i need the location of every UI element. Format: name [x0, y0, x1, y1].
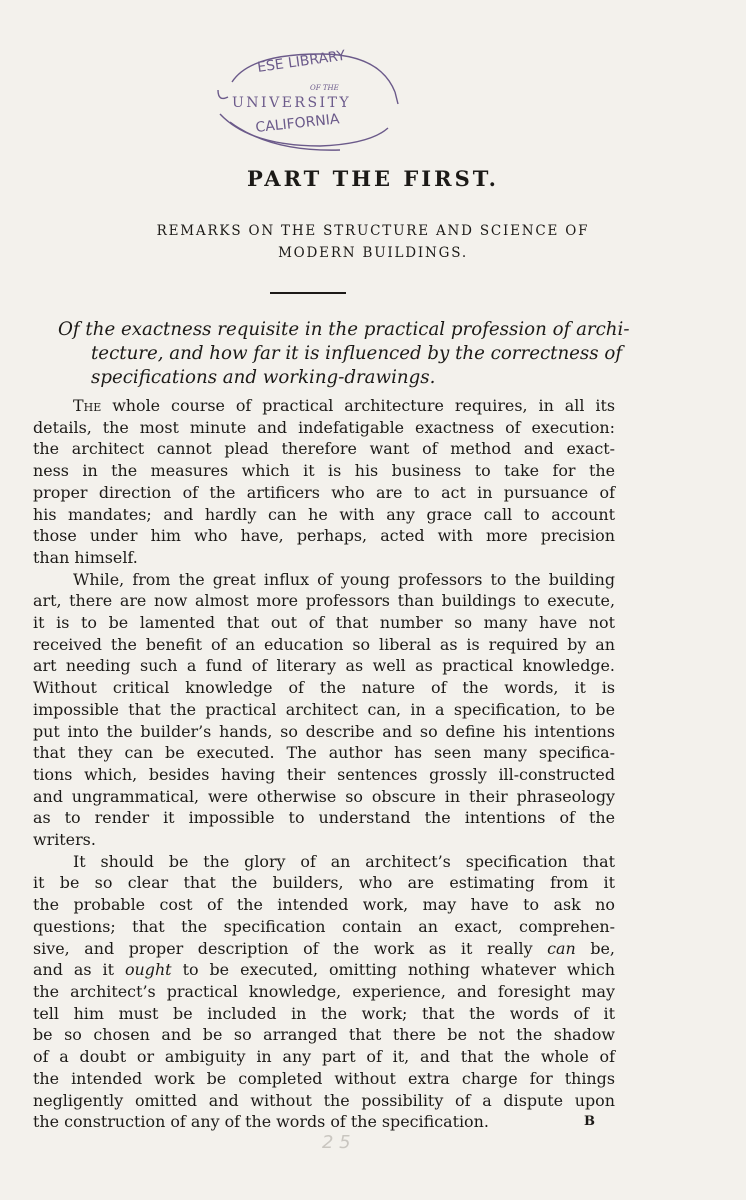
subtitle	[0, 220, 746, 264]
paragraph-line: The whole course of practical architecture requires, in all its	[73, 396, 615, 415]
pencil-mark-graphic	[318, 1128, 374, 1156]
section-heading-line: Of the exactness requisite in the practical profession of archi-	[58, 319, 630, 340]
stamp-bottom-text: CALIFORNIA	[254, 111, 341, 136]
paragraph-line: art, there are now almost more professors than buildings to execute,	[33, 591, 615, 611]
section-divider	[270, 292, 346, 294]
section-heading	[60, 318, 636, 390]
body-text	[33, 395, 615, 1133]
library-stamp	[210, 42, 410, 162]
paragraph-line: of a doubt or ambiguity in any part of it, and that the whole of	[33, 1047, 615, 1067]
paragraph-line: received the benefit of an education so liberal as is required by an	[33, 634, 615, 654]
paragraph-line: the architect’s practical knowledge, experience, and foresight may	[33, 981, 615, 1001]
paragraph-line: it be so clear that the builders, who are estimating from it	[33, 873, 615, 893]
pencil-annotation	[318, 1128, 374, 1156]
paragraph-lead: The	[73, 396, 102, 415]
paragraph-line: Without critical knowledge of the nature of the words, it is	[33, 678, 615, 698]
paragraph-line: questions; that the specification contain an exact, comprehen-	[33, 916, 615, 936]
section-heading-line: tecture, and how far it is influenced by the correctness of	[91, 343, 623, 364]
paragraph-line: put into the builder’s hands, so describe and so define his intentions	[33, 721, 615, 741]
paragraph-line: sive, and proper description of the work as it really can be,	[33, 938, 615, 958]
stamp-main-text: UNIVERSITY	[232, 95, 352, 111]
paragraph-line: be so chosen and be so arranged that there be not the shadow	[33, 1025, 615, 1045]
emphasis-can: can	[547, 938, 576, 958]
paragraph-line: the probable cost of the intended work, may have to ask no	[33, 895, 615, 915]
paragraph-line: impossible that the practical architect can, in a specification, to be	[33, 699, 615, 719]
paragraph-line: tell him must be included in the work; that the words of it	[33, 1003, 615, 1023]
paragraph-line: While, from the great influx of young professors to the building	[73, 569, 615, 589]
paragraph-line: It should be the glory of an architect’s specification that	[73, 851, 615, 871]
paragraph-line: negligently omitted and without the possibility of a dispute upon	[33, 1090, 615, 1110]
paragraph-line: the architect cannot plead therefore want of method and exact-	[33, 439, 615, 459]
paragraph-line: ness in the measures which it is his business to take for the	[33, 461, 615, 481]
paragraph-line: the intended work be completed without extra charge for things	[33, 1068, 615, 1088]
section-heading-line: specifications and working-drawings.	[91, 367, 436, 388]
signature-mark: B	[584, 1114, 595, 1129]
paragraph-line: details, the most minute and indefatigable exactness of execution:	[33, 417, 615, 437]
stamp-top-text: ESE LIBRARY	[256, 47, 347, 76]
paragraph-line: tions which, besides having their sentences grossly ill-constructed	[33, 764, 615, 784]
paragraph-line: writers.	[33, 830, 96, 850]
library-stamp-graphic	[210, 42, 410, 162]
paragraph-line: as to render it impossible to understand the intentions of the	[33, 808, 615, 828]
paragraph-line: than himself.	[33, 547, 138, 567]
paragraph-line: art needing such a fund of literary as well as practical knowledge.	[33, 656, 615, 676]
paragraph-line: his mandates; and hardly can he with any grace call to account	[33, 504, 615, 524]
stamp-of-text: OF THE	[310, 84, 339, 92]
paragraph-line: and ungrammatical, were otherwise so obscure in their phraseology	[33, 786, 615, 806]
emphasis-ought: ought	[124, 960, 172, 980]
paragraph-line: and as it ought to be executed, omitting nothing whatever which	[33, 960, 615, 980]
pencil-note-text: 2 5	[322, 1132, 351, 1153]
paragraph-line: proper direction of the artificers who are to act in pursuance of	[33, 482, 615, 502]
paragraph-line: that they can be executed. The author has seen many specifica-	[33, 743, 615, 763]
subtitle-line: MODERN BUILDINGS.	[278, 245, 468, 261]
paragraph-line: the construction of any of the words of the specification.	[33, 1112, 489, 1132]
subtitle-line: REMARKS ON THE STRUCTURE AND SCIENCE OF	[156, 223, 590, 239]
part-title: PART THE FIRST.	[247, 166, 499, 191]
paragraph-line: those under him who have, perhaps, acted with more precision	[33, 526, 615, 546]
paragraph-line: it is to be lamented that out of that number so many have not	[33, 613, 615, 633]
